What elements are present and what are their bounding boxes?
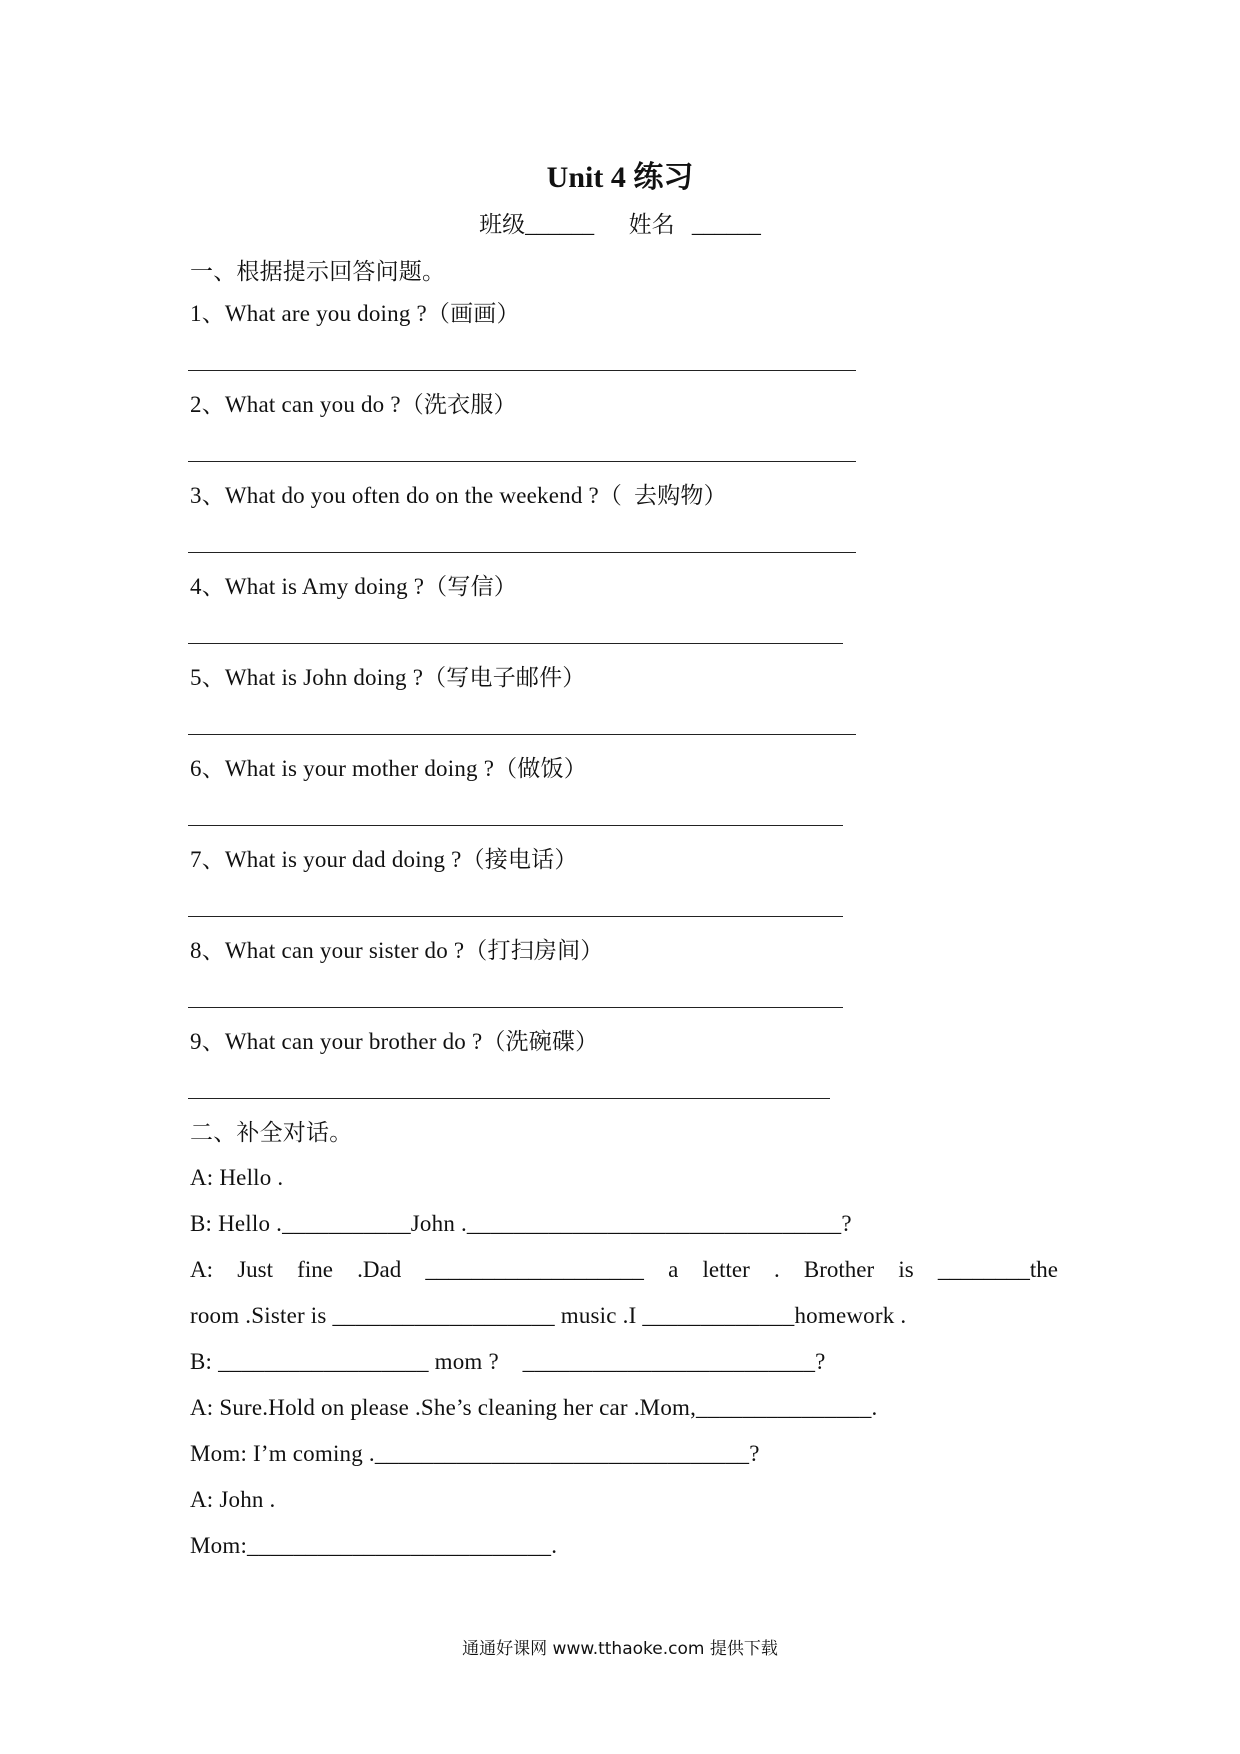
dialogue-line-3[interactable]: [190, 1255, 1058, 1285]
page-title: Unit 4 练习: [546, 161, 694, 194]
question-4: 4、What is Amy doing ?（写信）: [190, 574, 517, 599]
question-9: 9、What can your brother do ?（洗碗碟）: [190, 1029, 599, 1054]
question-8: 8、What can your sister do ?（打扫房间）: [190, 938, 604, 963]
answer-line-9[interactable]: [188, 1098, 830, 1099]
class-name-row: 班级______ 姓名 ______: [479, 212, 761, 237]
answer-line-3[interactable]: [188, 552, 856, 553]
question-1: 1、What are you doing ?（画画）: [190, 301, 520, 326]
answer-line-2[interactable]: [188, 461, 856, 462]
question-6: 6、What is your mother doing ?（做饭）: [190, 756, 587, 781]
dialogue-line-1: A: Hello .: [190, 1165, 284, 1190]
dialogue-line-2[interactable]: B: Hello .___________John .________________________________?: [190, 1211, 852, 1236]
question-2: 2、What can you do ?（洗衣服）: [190, 392, 517, 417]
section2-heading: 二、补全对话。: [190, 1120, 353, 1145]
answer-line-1[interactable]: [188, 370, 856, 371]
answer-line-5[interactable]: [188, 734, 856, 735]
answer-line-4[interactable]: [188, 643, 843, 644]
dialogue-line-7[interactable]: Mom: I’m coming .________________________________?: [190, 1441, 760, 1466]
dialogue-line-4[interactable]: room .Sister is ___________________ music .I _____________homework .: [190, 1303, 907, 1328]
dialogue-line-5[interactable]: B: __________________ mom ? _________________________?: [190, 1349, 826, 1374]
answer-line-7[interactable]: [188, 916, 843, 917]
section1-heading: 一、根据提示回答问题。: [190, 259, 446, 284]
dialogue-line-8: A: John .: [190, 1487, 276, 1512]
answer-line-6[interactable]: [188, 825, 843, 826]
question-5: 5、What is John doing ?（写电子邮件）: [190, 665, 586, 690]
download-footer: 通通好课网 www.tthaoke.com 提供下载: [462, 1639, 778, 1659]
answer-line-8[interactable]: [188, 1007, 843, 1008]
question-7: 7、What is your dad doing ?（接电话）: [190, 847, 578, 872]
question-3: 3、What do you often do on the weekend ?（ 去购物）: [190, 483, 727, 508]
dialogue-line-3-text[interactable]: A: Just fine .Dad ___________________ a letter . Brother is ________the: [190, 1257, 1058, 1282]
dialogue-line-9[interactable]: Mom:__________________________.: [190, 1533, 558, 1558]
dialogue-line-6[interactable]: A: Sure.Hold on please .She’s cleaning her car .Mom,_______________.: [190, 1395, 878, 1420]
